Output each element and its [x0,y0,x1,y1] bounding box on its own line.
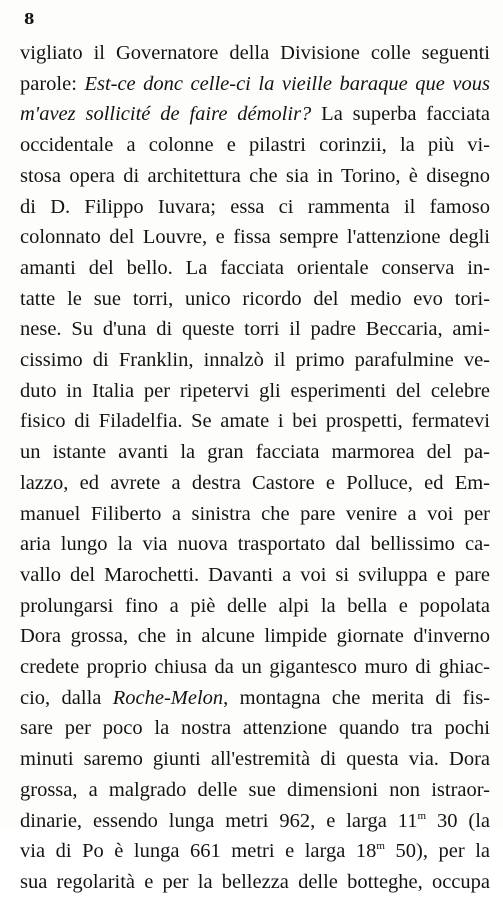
text-line [20,314,490,345]
text-line [20,621,490,652]
text-line [20,222,490,253]
text-segment: , montagna che merita di fis- [223,686,490,709]
text-line [20,161,490,192]
text-segment: vallo del Marochetti. Davanti a voi si sviluppa e pare [20,563,490,586]
text-segment: dinarie, essendo lunga metri 962, e larga 11 [20,809,418,832]
text-segment: sare per poco la nostra attenzione quando tra pochi [20,717,490,740]
italic-text-segment: Est-ce donc celle-ci la vieille baraque que vous [84,72,490,95]
text-segment: tatte le sue torri, unico ricordo del medio evo tori- [20,287,490,310]
text-segment: lazzo, ed avrete a destra Castore e Polluce, ed Em- [20,471,490,494]
text-segment: amanti del bello. La facciata orientale conserva in- [20,256,490,279]
text-line [20,775,490,806]
text-line [20,499,490,530]
text-segment: Dora grossa, che in alcune limpide giornate d'inverno [20,625,490,648]
text-line [20,99,490,130]
text-segment: manuel Filiberto a sinistra che pare venire a voi per [20,502,490,525]
text-line [20,529,490,560]
text-line [20,345,490,376]
text-segment: cio, dalla [20,686,113,709]
text-line [20,284,490,315]
text-line [20,652,490,683]
text-segment: parole: [20,72,85,95]
text-segment: La superba facciata [311,103,490,126]
text-segment: grossa, a malgrado delle sue dimensioni non istraor- [20,778,490,801]
text-line [20,560,490,591]
text-line [20,744,490,775]
text-line [20,836,490,867]
page-number: 8 [24,10,35,28]
text-segment: vigliato il Governatore della Divisione colle seguenti [20,42,490,64]
text-segment: 50), per la [384,840,491,863]
unit-superscript: m [417,809,427,822]
text-line [20,867,490,898]
text-line [20,406,490,437]
text-line [20,253,490,284]
text-segment: sua regolarità e per la bellezza delle botteghe, occupa [20,870,490,893]
italic-text-segment: m'avez sollicité de faire démolir? [20,103,312,126]
text-segment: aria lungo la via nuova trasportato dal bellissimo ca- [20,533,490,556]
text-line [20,713,490,744]
text-segment: via di Po è lunga 661 metri e larga 18 [20,840,377,863]
text-segment: colonnato del Louvre, e fissa sempre l'attenzione degli [20,226,490,249]
text-line [20,437,490,468]
text-line [20,38,490,69]
text-line [20,591,490,622]
text-segment: minuti saremo giunti all'estremità di questa via. Dora [20,748,490,771]
text-line [20,69,490,100]
unit-superscript: m [376,840,385,853]
text-line [20,376,490,407]
text-segment: di D. Filippo Iuvara; essa ci rammenta il famoso [20,195,490,218]
text-segment: nese. Su d'una di queste torri il padre Beccaria, ami- [20,318,490,341]
text-segment: duto in Italia per ripetervi gli esperimenti del celebre [20,379,490,402]
text-line [20,130,490,161]
text-line [20,683,490,714]
text-segment: 30 (la [426,809,490,832]
text-segment: un istante avanti la gran facciata marmorea del pa- [20,441,490,464]
text-segment: stosa opera di architettura che sia in Torino, è disegno [20,164,490,187]
text-segment: credete proprio chiusa da un gigantesco muro di ghiac- [20,656,490,679]
text-line [20,468,490,499]
text-segment: cissimo di Franklin, innalzò il primo parafulmine ve- [20,349,490,372]
text-line [20,192,490,223]
text-segment: fisico di Filadelfia. Se amate i bei prospetti, fermatevi [20,410,490,433]
text-segment: prolungarsi fino a piè delle alpi la bella e popolata [20,594,490,617]
text-line [20,806,490,837]
body-paragraph [20,38,490,898]
italic-text-segment: Roche-Melon [112,686,224,709]
text-segment: occidentale a colonne e pilastri corinzii, la più vi- [20,134,490,157]
